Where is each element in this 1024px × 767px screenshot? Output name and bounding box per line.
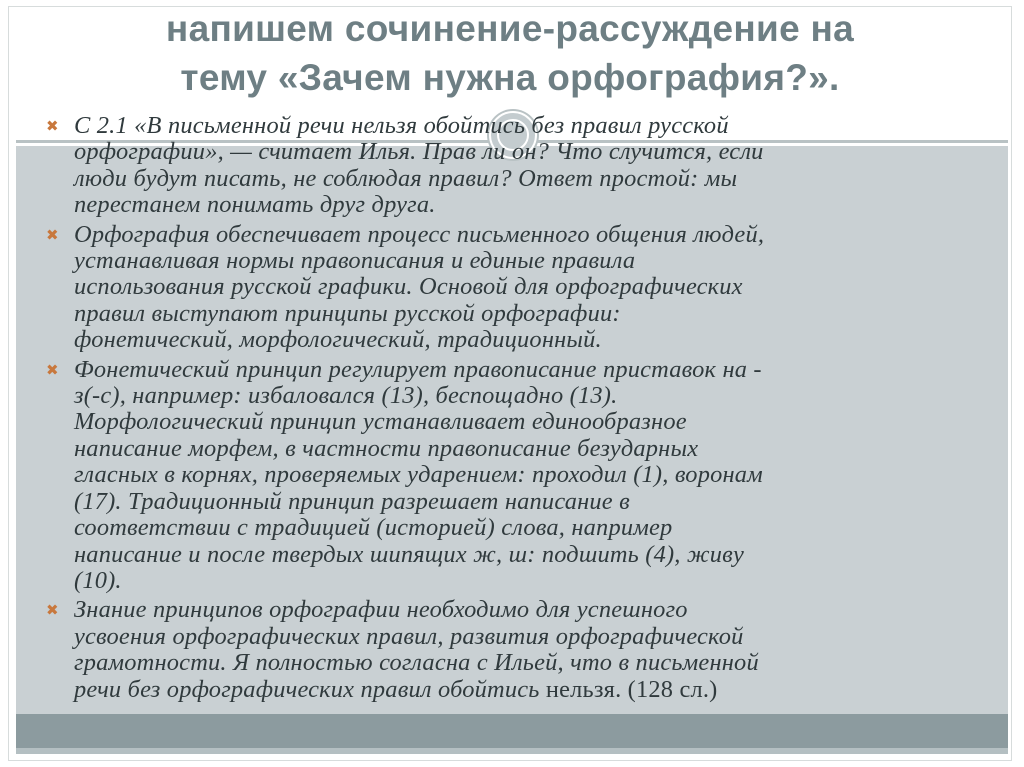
- text-line: люди будут писать, не соблюдая правил? Ответ простой: мы: [74, 164, 738, 192]
- list-item-2: [44, 222, 984, 354]
- text-line: усвоения орфографических правил, развития орфографической: [74, 622, 744, 650]
- title-line-1: напишем сочинение-рассуждение на: [165, 8, 855, 49]
- text-line: написание морфем, в частности правописание безударных: [74, 434, 699, 462]
- text-line: (17). Традиционный принцип разрешает написание в: [74, 487, 630, 515]
- text-line: Орфография обеспечивает процесс письменного общения людей,: [74, 220, 765, 248]
- list-item-text: [74, 113, 984, 219]
- text-line: С 2.1 «В письменной речи нельзя обойтись без правил русской: [74, 112, 729, 139]
- text-line: использования русской графики. Основой для орфографических: [74, 273, 743, 301]
- text-line: з(-с), например: избаловался (13), беспощадно (13).: [74, 382, 618, 410]
- list-item-text: [74, 597, 984, 703]
- title-line-2: тему «Зачем нужна орфография?».: [180, 57, 840, 98]
- x-mark-bullet-icon: ✖: [46, 117, 59, 135]
- list-item-1: [44, 113, 984, 219]
- list-item-text: [74, 222, 984, 354]
- x-mark-bullet-icon: ✖: [46, 360, 59, 379]
- x-mark-bullet-icon: ✖: [46, 225, 59, 244]
- list-item-4: [44, 597, 984, 703]
- text-line: гласных в корнях, проверяемых ударением: проходил (1), воронам: [74, 461, 763, 489]
- text-line: орфографии», — считает Илья. Прав ли он? Что случится, если: [74, 138, 764, 166]
- list-item-text: [74, 357, 984, 595]
- text-tail: нельзя. (128 сл.): [545, 675, 718, 703]
- text-line: Фонетический принцип регулирует правописание приставок на -: [74, 355, 762, 383]
- text-line: [74, 677, 984, 703]
- list-item-3: [44, 357, 984, 595]
- text-line: написание и после твердых шипящих ж, ш: подшить (4), живу: [74, 540, 744, 568]
- text-line: Знание принципов орфографии необходимо для успешного: [74, 596, 688, 624]
- x-mark-bullet-icon: ✖: [46, 601, 59, 620]
- text-line: устанавливая нормы правописания и единые правила: [74, 247, 636, 275]
- text-line: фонетический, морфологический, традиционный.: [74, 326, 602, 354]
- text-segment: речи без орфографических правил обойтись: [74, 675, 546, 703]
- text-line: грамотности. Я полностью согласна с Ильей, что в письменной: [74, 649, 759, 677]
- text-line: правил выступают принципы русской орфографии:: [74, 299, 621, 327]
- text-line: соответствии с традицией (историей) слова, например: [74, 514, 673, 542]
- text-line: Морфологический принцип устанавливает единообразное: [74, 408, 687, 436]
- text-line: перестанем понимать друг друга.: [74, 191, 436, 219]
- bullet-list: [44, 113, 984, 706]
- slide-title: [30, 4, 990, 102]
- text-line: (10).: [74, 566, 122, 594]
